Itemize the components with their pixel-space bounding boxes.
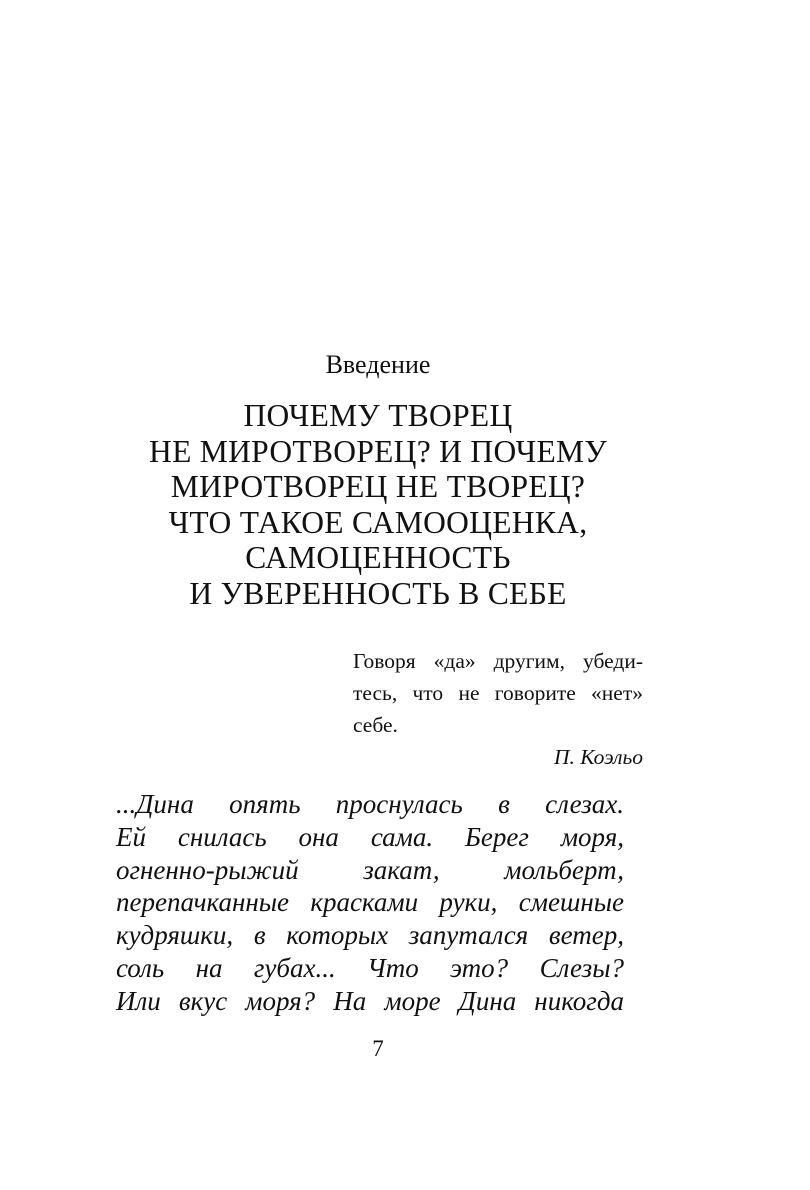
title-line: ЧТО ТАКОЕ САМООЦЕНКА, xyxy=(168,504,588,540)
chapter-title xyxy=(0,398,756,612)
epigraph-author: П. Коэльо xyxy=(553,745,643,769)
epigraph-line: Говоря «да» другим, убеди- xyxy=(353,649,643,673)
page-number: 7 xyxy=(372,1036,384,1061)
section-label: Введение xyxy=(325,350,431,379)
body-line: перепачканные красками руки, смешные xyxy=(116,887,624,918)
body-line: соль на губах... Что это? Слезы? xyxy=(116,952,624,983)
body-line: кудряшки, в которых запутался ветер, xyxy=(116,920,624,951)
title-line: МИРОТВОРЕЦ НЕ ТВОРЕЦ? xyxy=(170,469,586,505)
title-line: НЕ МИРОТВОРЕЦ? И ПОЧЕМУ xyxy=(149,433,607,469)
title-line: И УВЕРЕННОСТЬ В СЕБЕ xyxy=(189,575,567,611)
title-line: ПОЧЕМУ ТВОРЕЦ xyxy=(243,398,513,433)
body-line: огненно-рыжий закат, мольберт, xyxy=(116,854,624,885)
body-line: Ей снилась она сама. Берег моря, xyxy=(116,821,624,852)
body-line: ...Дина опять проснулась в слезах. xyxy=(116,789,624,819)
epigraph-line: себе. xyxy=(353,713,398,737)
body-paragraph xyxy=(116,788,624,1018)
epigraph xyxy=(353,645,643,773)
epigraph-line: тесь, что не говорите «нет» xyxy=(353,681,643,705)
body-line: Или вкус моря? На море Дина никогда xyxy=(116,985,624,1016)
title-line: САМОЦЕННОСТЬ xyxy=(245,540,511,576)
